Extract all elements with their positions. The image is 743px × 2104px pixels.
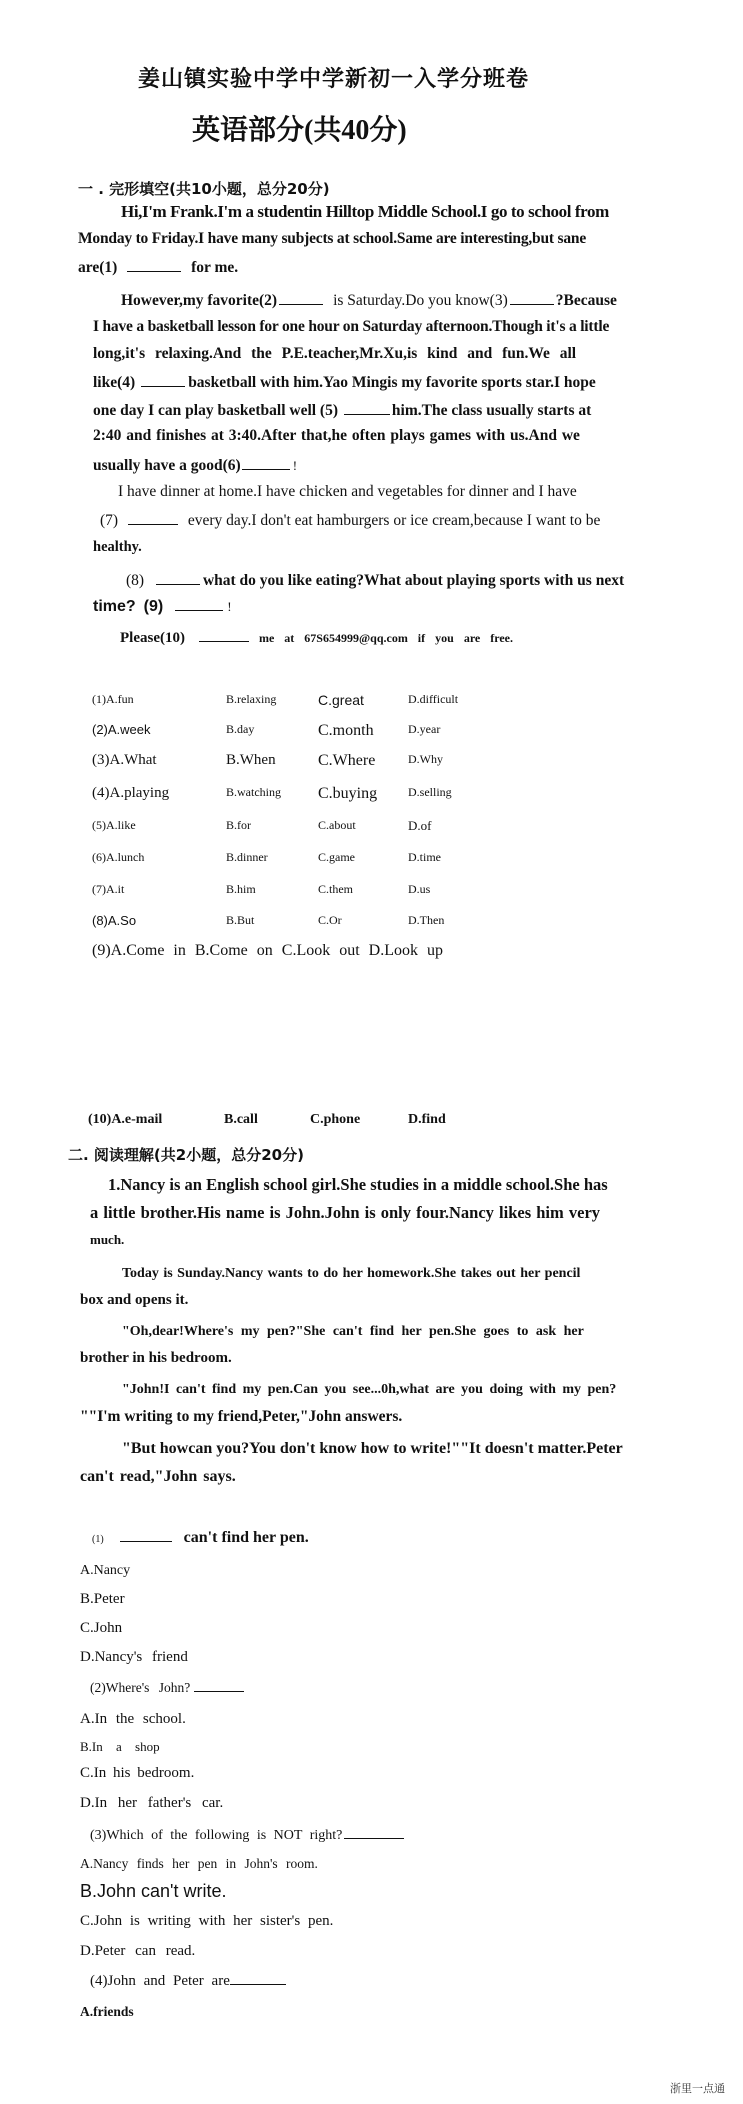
option-2-a[interactable]: (2)A.week bbox=[92, 722, 151, 737]
cloze-p2-line7: usually have a good(6) ! bbox=[93, 457, 298, 474]
option-4-b[interactable]: B.watching bbox=[226, 785, 281, 799]
blank-6 bbox=[242, 455, 290, 470]
option-10-a[interactable]: (10)A.e-mail bbox=[88, 1112, 163, 1127]
q1-option-c[interactable]: C.John bbox=[80, 1620, 123, 1636]
q3-option-d[interactable]: D.Peter can read. bbox=[80, 1943, 196, 1959]
option-row-9: (9)A.Come in B.Come on C.Look out D.Look up bbox=[92, 942, 443, 959]
option-8-d[interactable]: D.Then bbox=[408, 913, 445, 927]
option-6-d[interactable]: D.time bbox=[408, 850, 441, 864]
option-1-b[interactable]: B.relaxing bbox=[226, 692, 277, 706]
reading-p1-line2: a little brother.His name is John.John is only four.Nancy likes him very bbox=[90, 1203, 601, 1222]
q3-blank bbox=[344, 1824, 404, 1839]
q3-option-c[interactable]: C.John is writing with her sister's pen. bbox=[80, 1913, 334, 1929]
cloze-p2-line4: like(4) basketball with him.Yao Mingis my favorite sports star.I hope bbox=[93, 374, 596, 391]
option-4-a[interactable]: (4)A.playing bbox=[92, 785, 170, 801]
q2-option-d[interactable]: D.In her father's car. bbox=[80, 1795, 224, 1811]
q4-blank bbox=[230, 1970, 286, 1985]
question-4: (4)John and Peter are bbox=[90, 1970, 286, 1990]
blank-2 bbox=[279, 290, 323, 305]
blank-4 bbox=[141, 372, 185, 387]
reading-p3-line1: "Oh,dear!Where's my pen?"She can't find her pen.She goes to ask her bbox=[122, 1324, 584, 1339]
blank-1 bbox=[127, 257, 181, 272]
option-3-c[interactable]: C.Where bbox=[318, 752, 376, 769]
option-6-c[interactable]: C.game bbox=[318, 850, 355, 864]
reading-p2-line2: box and opens it. bbox=[80, 1292, 189, 1308]
option-4-d[interactable]: D.selling bbox=[408, 785, 452, 799]
cloze-p1-line3: are(1) for me. bbox=[78, 259, 239, 276]
question-3: (3)Which of the following is NOT right? bbox=[90, 1824, 404, 1844]
reading-p1-line3: much. bbox=[90, 1232, 125, 1247]
cloze-p2-line2: I have a basketball lesson for one hour on Saturday afternoon.Though it's a little bbox=[93, 318, 610, 335]
section2-heading: 二. 阅读理解(共2小题，总分20分) bbox=[68, 1146, 304, 1164]
q1-blank bbox=[120, 1527, 172, 1542]
option-2-c[interactable]: C.month bbox=[318, 722, 374, 739]
option-8-b[interactable]: B.But bbox=[226, 913, 255, 927]
option-1-a[interactable]: (1)A.fun bbox=[92, 692, 134, 706]
option-3-a[interactable]: (3)A.What bbox=[92, 752, 157, 768]
section1-heading: 一 . 完形填空(共10小题，总分20分) bbox=[78, 180, 330, 198]
footer-watermark: 浙里一点通 bbox=[670, 2082, 725, 2095]
option-5-a[interactable]: (5)A.like bbox=[92, 818, 136, 832]
blank-8 bbox=[156, 570, 200, 585]
exam-subtitle: 英语部分(共40分) bbox=[192, 115, 407, 146]
reading-p4-line2: ""I'm writing to my friend,Peter,"John answers. bbox=[80, 1408, 403, 1425]
cloze-p3-line3: healthy. bbox=[93, 539, 142, 555]
option-2-b[interactable]: B.day bbox=[226, 722, 255, 736]
option-7-a[interactable]: (7)A.it bbox=[92, 882, 125, 896]
option-6-a[interactable]: (6)A.lunch bbox=[92, 850, 145, 864]
option-7-d[interactable]: D.us bbox=[408, 882, 431, 896]
cloze-p1-line1: Hi,I'm Frank.I'm a studentin Hilltop Middle School.I go to school from bbox=[121, 202, 609, 221]
q2-option-b[interactable]: B.In a shop bbox=[80, 1739, 160, 1754]
reading-p4-line1: "John!I can't find my pen.Can you see...0h,what are you doing with my pen? bbox=[122, 1382, 617, 1397]
cloze-p2-line3: long,it's relaxing.And the P.E.teacher,Mr.Xu,is kind and fun.We all bbox=[93, 345, 577, 362]
cloze-p2-line1: However,my favorite(2) is Saturday.Do you know(3) ?Because bbox=[121, 292, 617, 309]
reading-p2-line1: Today is Sunday.Nancy wants to do her homework.She takes out her pencil bbox=[122, 1266, 581, 1281]
blank-9 bbox=[175, 596, 223, 611]
cloze-p4-line1: (8) what do you like eating?What about playing sports with us next bbox=[126, 572, 625, 589]
q1-option-b[interactable]: B.Peter bbox=[80, 1591, 125, 1607]
cloze-p2-line5: one day I can play basketball well (5) him.The class usually starts at bbox=[93, 402, 592, 419]
option-2-d[interactable]: D.year bbox=[408, 722, 441, 736]
q1-option-d[interactable]: D.Nancy's friend bbox=[80, 1649, 188, 1665]
option-7-c[interactable]: C.them bbox=[318, 882, 353, 896]
cloze-p2-line6: 2:40 and finishes at 3:40.After that,he often plays games with us.And we bbox=[93, 427, 580, 444]
exam-title: 姜山镇实验中学中学新初一入学分班卷 bbox=[138, 66, 530, 91]
option-5-d[interactable]: D.of bbox=[408, 818, 432, 833]
q1-option-a[interactable]: A.Nancy bbox=[80, 1563, 131, 1578]
option-3-d[interactable]: D.Why bbox=[408, 752, 443, 766]
option-6-b[interactable]: B.dinner bbox=[226, 850, 268, 864]
option-8-a[interactable]: (8)A.So bbox=[92, 913, 137, 928]
reading-p5-line2: can't read,"John says. bbox=[80, 1468, 236, 1485]
option-1-d[interactable]: D.difficult bbox=[408, 692, 459, 706]
option-8-c[interactable]: C.Or bbox=[318, 913, 342, 927]
option-3-b[interactable]: B.When bbox=[226, 752, 276, 768]
blank-10 bbox=[199, 627, 249, 642]
option-7-b[interactable]: B.him bbox=[226, 882, 256, 896]
reading-p5-line1: "But howcan you?You don't know how to write!""It doesn't matter.Peter bbox=[122, 1440, 623, 1457]
blank-5 bbox=[344, 400, 390, 415]
q3-option-a[interactable]: A.Nancy finds her pen in John's room. bbox=[80, 1856, 318, 1871]
q2-blank bbox=[194, 1677, 244, 1692]
option-10-b[interactable]: B.call bbox=[224, 1112, 258, 1127]
cloze-p3-line2: (7) every day.I don't eat hamburgers or ice cream,because I want to be bbox=[100, 512, 601, 529]
q4-option-a[interactable]: A.friends bbox=[80, 2004, 134, 2019]
reading-p3-line2: brother in his bedroom. bbox=[80, 1350, 232, 1366]
cloze-p3-line1: I have dinner at home.I have chicken and vegetables for dinner and I have bbox=[118, 483, 577, 500]
option-1-c[interactable]: C.great bbox=[318, 692, 364, 708]
cloze-p5-line1: Please(10) me at 67S654999@qq.com if you are free. bbox=[120, 627, 513, 647]
option-10-c[interactable]: C.phone bbox=[310, 1112, 361, 1127]
q2-option-a[interactable]: A.In the school. bbox=[80, 1711, 186, 1727]
option-5-b[interactable]: B.for bbox=[226, 818, 251, 832]
cloze-p4-line2: time? (9) ! bbox=[93, 598, 232, 615]
blank-3 bbox=[510, 290, 554, 305]
option-10-d[interactable]: D.find bbox=[408, 1112, 446, 1127]
option-5-c[interactable]: C.about bbox=[318, 818, 356, 832]
question-1: (1) can't find her pen. bbox=[92, 1529, 309, 1546]
q2-option-c[interactable]: C.In his bedroom. bbox=[80, 1765, 195, 1781]
cloze-p1-line2: Monday to Friday.I have many subjects at school.Same are interesting,but sane bbox=[78, 230, 587, 247]
blank-7 bbox=[128, 510, 178, 525]
option-4-c[interactable]: C.buying bbox=[318, 785, 378, 802]
q3-option-b[interactable]: B.John can't write. bbox=[80, 1881, 227, 1901]
question-2: (2)Where's John? bbox=[90, 1677, 244, 1696]
reading-p1-line1: 1.Nancy is an English school girl.She studies in a middle school.She has bbox=[108, 1175, 608, 1194]
